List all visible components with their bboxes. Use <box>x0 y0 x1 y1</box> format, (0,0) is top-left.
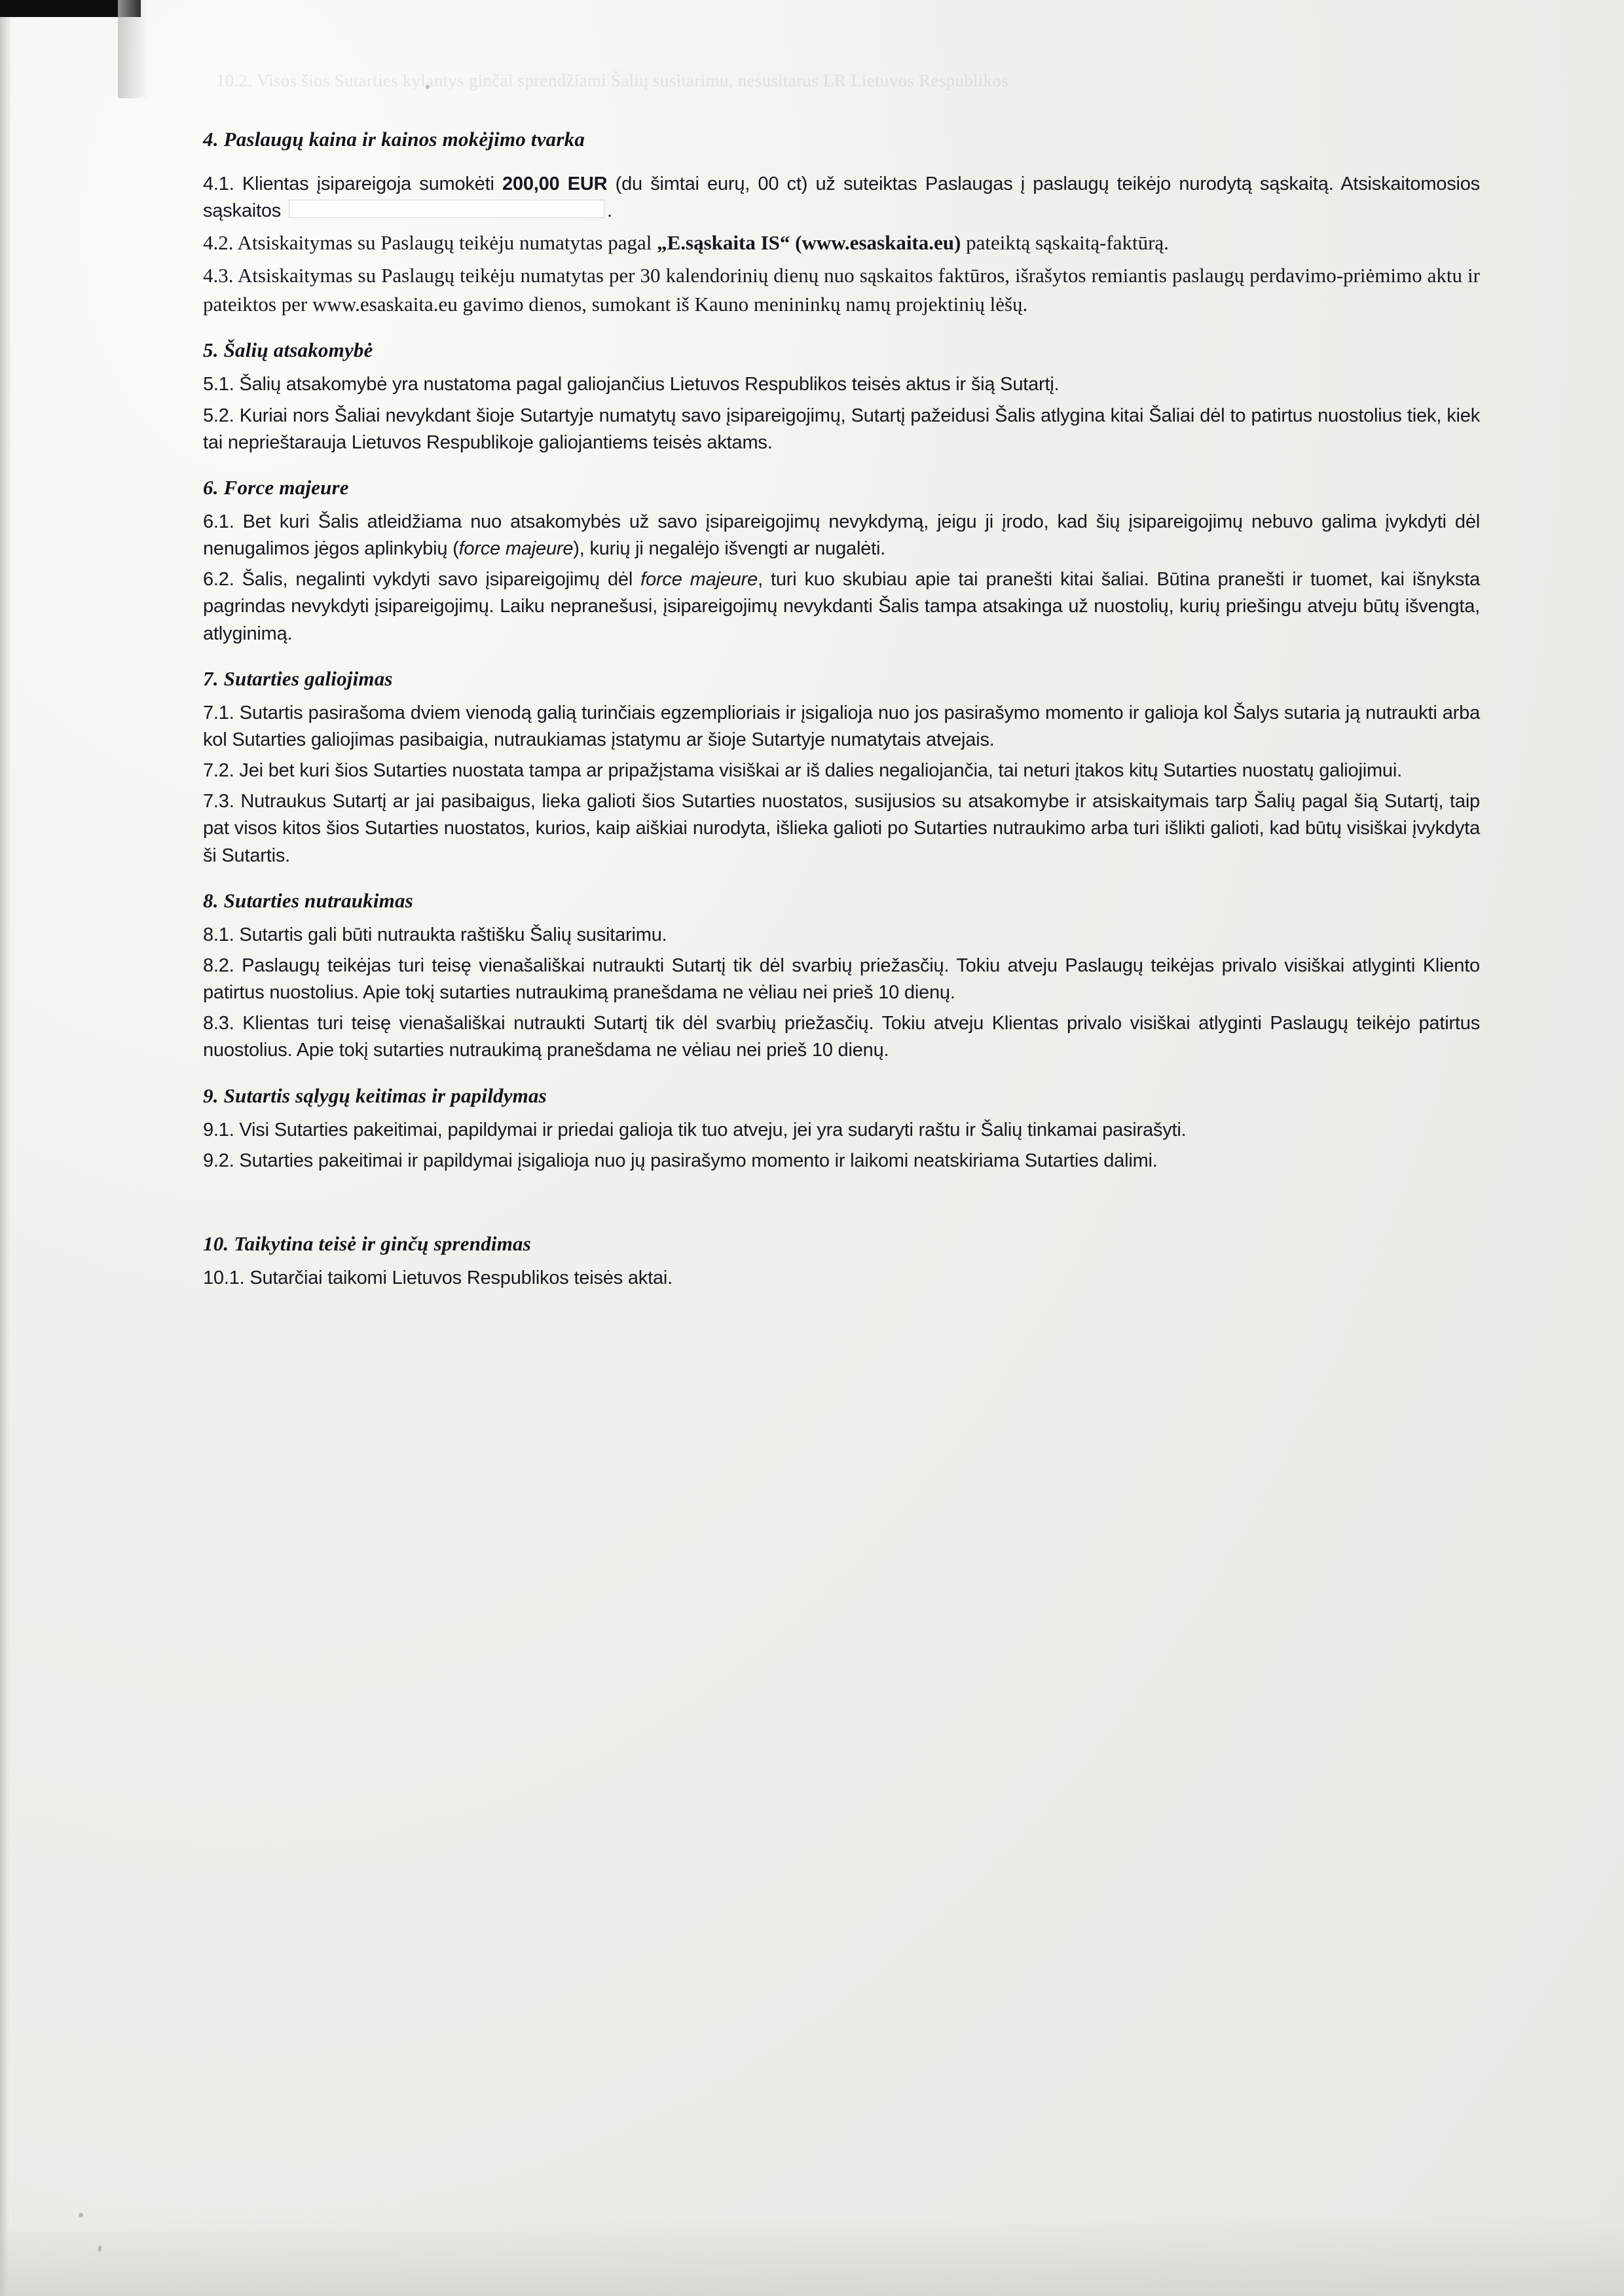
clause-9-1: 9.1. Visi Sutarties pakeitimai, papildymai ir priedai galioja tik tuo atveju, jei yra sudaryti raštu ir Šalių tinkamai pasirašyti. <box>203 1119 1187 1140</box>
bleed-through-text: 10.2. Visos šios Sutarties kylantys ginčai sprendžiami Šalių susitarimu, nesusitarus LR Lietuvos Respublikos <box>216 71 1008 90</box>
page-bottom-shadow <box>0 2217 1624 2296</box>
scan-speck <box>98 2246 101 2251</box>
clause-4-2-text-a: 4.2. Atsiskaitymas su Paslaugų teikėju numatytas pagal <box>203 231 657 255</box>
clause-5-2: 5.2. Kuriai nors Šaliai nevykdant šioje Sutartyje numatytų savo įsipareigojimų, Sutartį pažeidusi Šalis atlygina kitai Šaliai dėl to patirtus nuostolius tiek, kiek tai neprieštarauja Lietuvos Respublikoje galiojantiems teisės aktams. <box>203 405 1480 453</box>
page-left-edge-artifact <box>0 0 10 2296</box>
redacted-account-number <box>289 200 604 218</box>
section-4 <box>203 128 1480 319</box>
clause-4-3: 4.3. Atsiskaitymas su Paslaugų teikėju numatytas per 30 kalendorinių dienų nuo sąskaitos faktūros, išrašytos remiantis paslaugų perdavimo-priėmimo aktu ir pateiktos per www.esaskaita.eu gavimo dienos, sumokant iš Kauno menininkų namų projektinių lėšų. <box>203 264 1480 316</box>
section-9 <box>203 1084 1480 1175</box>
clause-10-1: 10.1. Sutarčiai taikomi Lietuvos Respublikos teisės aktai. <box>203 1267 673 1288</box>
clause-6-1-force-majeure: force majeure <box>458 538 574 560</box>
section-8 <box>203 889 1480 1065</box>
clause-4-2 <box>203 228 1480 257</box>
clause-5-1: 5.1. Šalių atsakomybė yra nustatoma pagal galiojančius Lietuvos Respublikos teisės aktus ir šią Sutartį. <box>203 374 1060 395</box>
section-7-heading: 7. Sutarties galiojimas <box>203 666 393 690</box>
clause-4-2-system-name: „E.sąskaita IS“ (www.esaskaita.eu) <box>657 231 961 255</box>
clause-4-1-text-c: . <box>606 200 612 222</box>
clause-7-3: 7.3. Nutraukus Sutartį ar jai pasibaigus, lieka galioti šios Sutarties nuostatos, susijusios su atsakomybe ir atsiskaitymais tarp Šalių pagal šią Sutartį, taip pat visos kitos šios Sutarties nuostatos, kurios, kaip aiškiai nurodyta, išlieka galioti po Sutarties nutraukimo arba turi išlikti galioti, kad būtų visiškai įvykdyta ši Sutartis. <box>203 791 1480 866</box>
clause-8-1: 8.1. Sutartis gali būti nutraukta raštišku Šalių susitarimu. <box>203 924 667 945</box>
clause-4-1-text-b: (du šimtai eurų, 00 ct) už suteiktas Paslaugas į paslaugų teikėjo nurodytą sąskaitą. Atsiskaitomosios sąskaitos <box>203 173 1480 222</box>
clause-4-2-text-b: pateiktą sąskaitą-faktūrą. <box>961 231 1169 255</box>
section-8-heading: 8. Sutarties nutraukimas <box>203 888 413 912</box>
clause-9-2: 9.2. Sutarties pakeitimai ir papildymai įsigalioja nuo jų pasirašymo momento ir laikomi neatskiriama Sutarties dalimi. <box>203 1150 1158 1171</box>
clause-6-2-text-b: , turi kuo skubiau apie tai pranešti kitai šaliai. Būtina pranešti ir tuomet, kai išnyksta pagrindas nevykdyti įsipareigojimų. Laiku nepranešusi, įsipareigojimų nevykdanti Šalis tampa atsakinga už nuostolių, kurių priešingu atveju būtų išvengta, atlyginimą. <box>203 569 1480 644</box>
section-7 <box>203 667 1480 869</box>
clause-7-1: 7.1. Sutartis pasirašoma dviem vienodą galią turinčiais egzemplioriais ir įsigalioja nuo jos pasirašymo momento ir galioja kol Šalys sutaria ją nutraukti arba kol Sutarties galiojimas pasibaigia, nutraukiamas įstatymu ar šioje Sutartyje numatytais atvejais. <box>203 702 1480 750</box>
section-6 <box>203 476 1480 647</box>
clause-8-2: 8.2. Paslaugų teikėjas turi teisę vienašališkai nutraukti Sutartį tik dėl svarbių priežasčių. Tokiu atveju Paslaugų teikėjas privalo visiškai atlyginti Kliento patirtus nuostolius. Apie tokį sutarties nutraukimą pranešdama ne vėliau nei prieš 10 dienų. <box>203 955 1480 1004</box>
clause-6-2 <box>203 566 1480 647</box>
clause-6-1 <box>203 509 1480 562</box>
scan-speck <box>426 85 430 89</box>
clause-6-1-text-b: ), kurių ji negalėjo išvengti ar nugalėti. <box>573 538 886 560</box>
section-9-heading: 9. Sutartis sąlygų keitimas ir papildymas <box>203 1084 547 1107</box>
section-6-heading: 6. Force majeure <box>203 475 349 499</box>
clause-6-1-text-a: 6.1. Bet kuri Šalis atleidžiama nuo atsakomybės už savo įsipareigojimų nevykdymą, jeigu ji įrodo, kad šių įsipareigojimų nebuvo galima įvykdyti dėl nenugalimos jėgos aplinkybių ( <box>203 511 1480 560</box>
scan-speck <box>79 2213 83 2217</box>
section-4-heading: 4. Paslaugų kaina ir kainos mokėjimo tvarka <box>203 128 585 151</box>
clause-4-1-amount: 200,00 EUR <box>502 173 608 194</box>
clause-4-1-text-a: 4.1. Klientas įsipareigoja sumokėti <box>203 173 502 194</box>
clause-6-2-text-a: 6.2. Šalis, negalinti vykdyti savo įsipareigojimų dėl <box>203 569 641 591</box>
section-10-heading: 10. Taikytina teisė ir ginčų sprendimas <box>203 1232 531 1255</box>
section-10 <box>203 1232 1480 1292</box>
clause-8-3: 8.3. Klientas turi teisę vienašališkai nutraukti Sutartį tik dėl svarbių priežasčių. Tokiu atveju Klientas privalo visiškai atlyginti Paslaugų teikėjo patirtus nuostolius. Apie tokį sutarties nutraukimą pranešdama ne vėliau nei prieš 10 dienų. <box>203 1013 1480 1061</box>
clause-4-1 <box>203 171 1480 225</box>
page-corner-shadow <box>118 0 148 98</box>
clause-6-2-force-majeure: force majeure <box>640 569 758 591</box>
section-5-heading: 5. Šalių atsakomybė <box>203 338 373 362</box>
document-body <box>203 128 1480 1311</box>
section-5 <box>203 338 1480 456</box>
clause-7-2: 7.2. Jei bet kuri šios Sutarties nuostata tampa ar pripažįstama visiškai ar iš dalies negaliojančia, tai neturi įtakos kitų Sutarties nuostatų galiojimui. <box>203 760 1402 782</box>
